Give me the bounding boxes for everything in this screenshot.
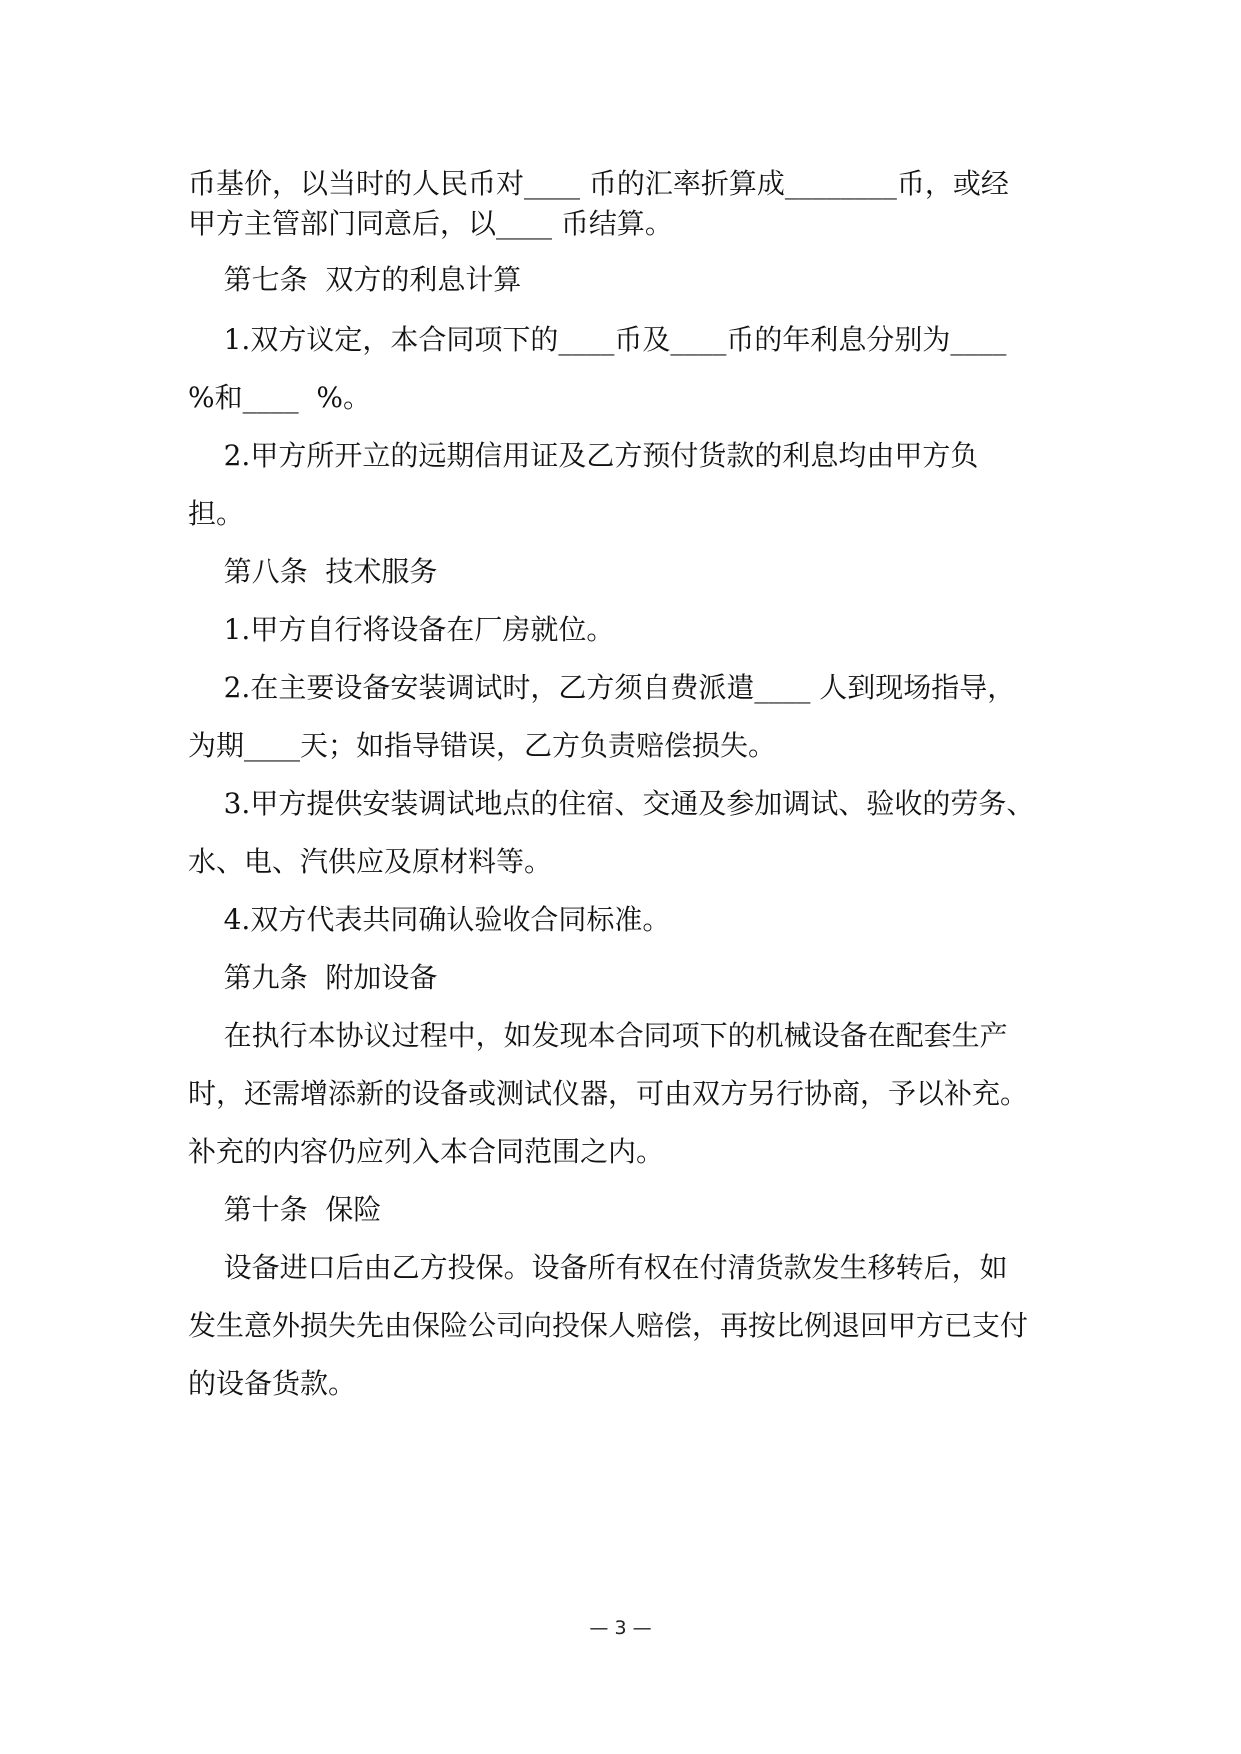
text-line: 设备进口后由乙方投保。设备所有权在付清货款发生移转后，如: [188, 1251, 1008, 1284]
text-line: 为期____天；如指导错误，乙方负责赔偿损失。: [188, 729, 777, 762]
section-heading: 第七条 双方的利息计算: [188, 263, 522, 296]
text-line: 3.甲方提供安装调试地点的住宿、交通及参加调试、验收的劳务、: [188, 787, 1035, 820]
text-line: 4.双方代表共同确认验收合同标准。: [188, 903, 671, 936]
text-line: 甲方主管部门同意后，以____ 币结算。: [188, 207, 673, 240]
text-line: 水、电、汽供应及原材料等。: [188, 845, 553, 878]
text-line: 发生意外损失先由保险公司向投保人赔偿，再按比例退回甲方已支付: [188, 1309, 1029, 1342]
text-line: 2.甲方所开立的远期信用证及乙方预付货款的利息均由甲方负: [188, 439, 979, 472]
section-heading: 第八条 技术服务: [188, 555, 438, 588]
text-line: 1.甲方自行将设备在厂房就位。: [188, 613, 615, 646]
text-line: 时，还需增添新的设备或测试仪器，可由双方另行协商，予以补充。: [188, 1077, 1029, 1110]
text-line: 补充的内容仍应列入本合同范围之内。: [188, 1135, 665, 1168]
section-heading: 第九条 附加设备: [188, 961, 438, 994]
section-heading: 第十条 保险: [188, 1193, 382, 1226]
text-line: 1.双方议定，本合同项下的____币及____币的年利息分别为____: [188, 323, 1007, 356]
text-line: 2.在主要设备安装调试时，乙方须自费派遣____ 人到现场指导，: [188, 671, 1016, 704]
text-line: 币基价，以当时的人民币对____ 币的汇率折算成________币，或经: [188, 167, 1009, 200]
text-line: 在执行本协议过程中，如发现本合同项下的机械设备在配套生产: [188, 1019, 1008, 1052]
text-line: 的设备货款。: [188, 1367, 357, 1400]
text-line: %和____ %。: [188, 381, 372, 414]
page-number: — 3 —: [589, 1617, 652, 1639]
text-line: 担。: [188, 497, 245, 530]
